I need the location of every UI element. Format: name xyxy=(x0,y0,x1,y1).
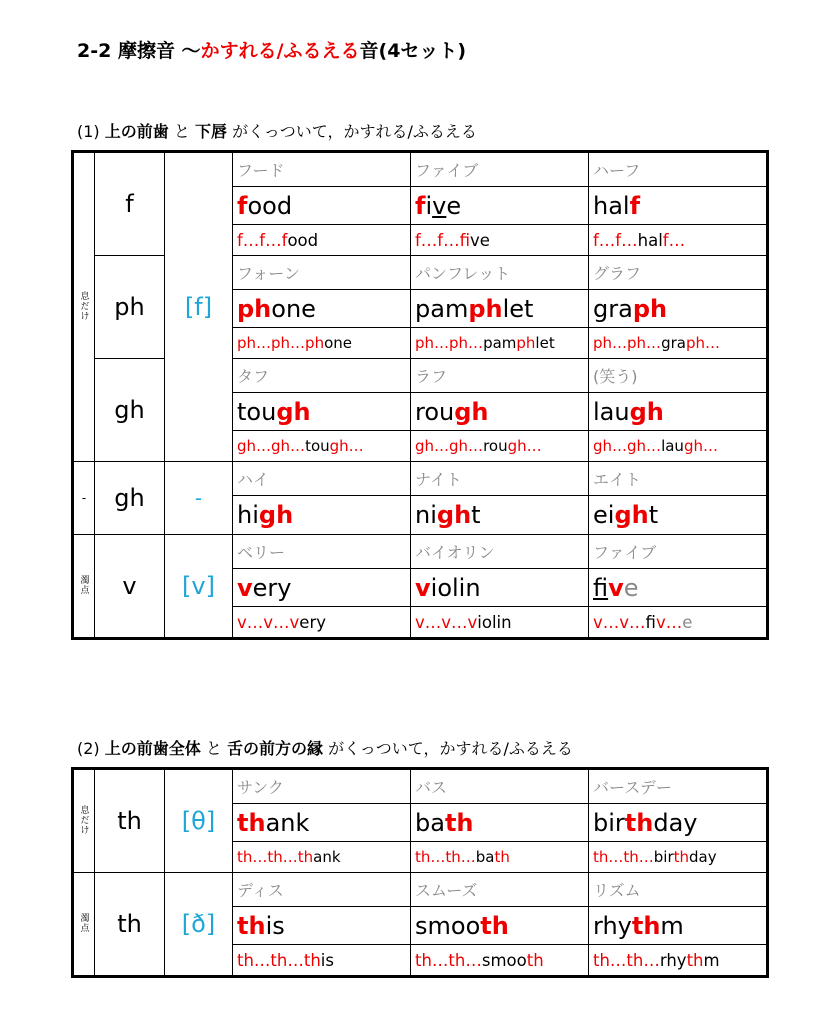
practice-cell xyxy=(589,842,768,873)
text-segment: is xyxy=(320,950,334,970)
text-segment: e xyxy=(623,573,639,602)
text-segment: bir xyxy=(593,808,625,837)
text-segment: ery xyxy=(252,573,292,602)
text-segment: ba xyxy=(415,808,445,837)
word-cell xyxy=(589,569,768,607)
text-segment: e xyxy=(682,612,693,632)
text-segment: ph…ph…ph xyxy=(237,334,325,352)
practice-cell xyxy=(233,328,411,359)
text-segment: f…f… xyxy=(593,230,638,250)
text-segment: ood xyxy=(287,230,319,250)
fricative-table-1 xyxy=(71,150,769,640)
text-segment: th…th…th xyxy=(237,848,314,866)
category-breath-only: 息だけ xyxy=(73,152,95,462)
kana-cell: リズム xyxy=(589,873,768,907)
text-segment: v…v… xyxy=(593,612,646,632)
word-cell xyxy=(411,804,589,842)
text-segment: day xyxy=(689,848,717,866)
practice-cell xyxy=(589,607,768,639)
text-segment: v xyxy=(237,573,253,602)
category-voiced: 濁点 xyxy=(73,535,95,639)
kana-cell: ハイ xyxy=(233,462,411,496)
category-voiced: 濁点 xyxy=(73,873,95,977)
text-segment: th xyxy=(673,848,690,866)
kana-cell: エイト xyxy=(589,462,768,496)
ipa-eth: [ð] xyxy=(165,873,233,977)
text-segment: ph…ph… xyxy=(593,334,662,352)
word-cell xyxy=(411,907,589,945)
text-segment: gh… xyxy=(683,437,718,455)
spelling-gh: gh xyxy=(95,359,165,462)
text-segment: ood xyxy=(247,191,293,220)
text-segment: ph xyxy=(516,334,536,352)
practice-cell: f…f…half… xyxy=(589,225,768,256)
ipa-dash: - xyxy=(165,462,233,535)
word-cell xyxy=(411,290,589,328)
ipa-v: [v] xyxy=(165,535,233,639)
text-segment: ba xyxy=(475,848,495,866)
text-segment: th…th… xyxy=(593,848,654,866)
text-segment: v xyxy=(415,573,431,602)
text-segment: gh xyxy=(454,397,489,426)
text-segment: one xyxy=(271,294,316,323)
text-segment: tou xyxy=(237,397,277,426)
word-cell xyxy=(589,393,768,431)
practice-cell xyxy=(233,842,411,873)
text-segment: bir xyxy=(653,848,674,866)
practice-cell xyxy=(411,842,589,873)
text-segment: e xyxy=(446,191,462,220)
practice-cell xyxy=(233,225,411,256)
text-segment: ni xyxy=(415,501,437,529)
kana-cell: ファイブ xyxy=(589,535,768,569)
text-segment: th xyxy=(624,808,654,837)
text-segment: iolin xyxy=(477,612,512,632)
text-segment: t xyxy=(471,501,481,529)
text-segment: tou xyxy=(305,437,330,455)
text-segment: gh… xyxy=(329,437,364,455)
text-segment: th xyxy=(686,950,704,970)
text-segment: is xyxy=(265,911,285,940)
page-title: 2-2 摩擦音 ～かすれる/ふるえる音(4セット) xyxy=(77,40,467,62)
text-segment: ph…ph… xyxy=(415,334,484,352)
text-segment: hi xyxy=(237,501,259,529)
kana-cell: ディス xyxy=(233,873,411,907)
text-segment: ive xyxy=(470,230,490,250)
word-cell xyxy=(233,907,411,945)
text-segment: th…th…th xyxy=(237,950,321,970)
text-segment: iolin xyxy=(430,573,481,602)
kana-cell: ラフ xyxy=(411,359,589,393)
text-segment: gh…gh… xyxy=(237,437,306,455)
ipa-theta: [θ] xyxy=(165,769,233,873)
text-segment: ery xyxy=(299,612,326,632)
text-segment: smoo xyxy=(481,950,527,970)
practice-cell xyxy=(411,945,589,977)
text-segment: gh…gh… xyxy=(593,437,662,455)
text-segment: th xyxy=(494,848,510,866)
kana-cell: フード xyxy=(233,152,411,187)
kana-cell: バースデー xyxy=(589,769,768,804)
practice-cell xyxy=(589,328,768,359)
text-segment: ank xyxy=(313,848,341,866)
text-segment: rou xyxy=(483,437,508,455)
text-segment: lau xyxy=(661,437,684,455)
text-segment: th xyxy=(631,911,661,940)
word-cell xyxy=(589,907,768,945)
kana-cell: バス xyxy=(411,769,589,804)
text-segment: gra xyxy=(593,294,633,323)
text-segment: th xyxy=(237,911,266,940)
text-segment: one xyxy=(324,334,353,352)
text-segment: th xyxy=(480,911,509,940)
practice-cell xyxy=(233,431,411,462)
category-breath-only: 息だけ xyxy=(73,769,95,873)
word-cell xyxy=(411,187,589,225)
text-segment: ank xyxy=(265,808,310,837)
practice-cell xyxy=(411,225,589,256)
practice-cell xyxy=(233,945,411,977)
practice-cell xyxy=(411,607,589,639)
text-segment: f xyxy=(237,191,248,220)
kana-cell: フォーン xyxy=(233,256,411,290)
kana-cell: ベリー xyxy=(233,535,411,569)
fricative-table-2 xyxy=(71,767,769,978)
text-segment: ei xyxy=(593,501,615,529)
text-segment: rou xyxy=(415,397,455,426)
word-cell xyxy=(233,804,411,842)
text-segment: f xyxy=(593,573,609,602)
practice-cell xyxy=(411,328,589,359)
section-1-heading: (1) 上の前歯 と 下唇 がくっついて，かすれる/ふるえる xyxy=(77,122,477,141)
text-segment: v… xyxy=(655,612,683,632)
text-segment: i xyxy=(425,191,433,220)
text-segment: gh… xyxy=(507,437,542,455)
text-segment: v…v…v xyxy=(415,612,478,632)
text-segment: ph xyxy=(237,294,272,323)
practice-cell xyxy=(589,945,768,977)
text-segment: m xyxy=(660,911,684,940)
text-segment: th…th… xyxy=(593,950,660,970)
spelling-f: f xyxy=(95,152,165,256)
text-segment: rhy xyxy=(659,950,687,970)
kana-cell: ナイト xyxy=(411,462,589,496)
category-dash: - xyxy=(73,462,95,535)
kana-cell: (笑う) xyxy=(589,359,768,393)
word-cell xyxy=(411,496,589,535)
word-cell xyxy=(411,569,589,607)
text-segment: v…v…v xyxy=(237,612,300,632)
text-segment: v xyxy=(608,573,624,602)
text-segment: gh xyxy=(614,501,649,529)
kana-cell: サンク xyxy=(233,769,411,804)
text-segment: f xyxy=(629,191,641,220)
text-segment: gh xyxy=(629,397,664,426)
kana-cell: ハーフ xyxy=(589,152,768,187)
text-segment: f…f…f xyxy=(237,230,288,250)
text-segment: pam xyxy=(415,294,469,323)
text-segment: gh xyxy=(258,501,294,529)
word-cell xyxy=(233,290,411,328)
text-segment: pam xyxy=(483,334,517,352)
word-cell xyxy=(411,393,589,431)
spelling-th-voiced: th xyxy=(95,873,165,977)
practice-cell xyxy=(411,431,589,462)
text-segment: hal xyxy=(593,191,630,220)
text-segment: ph xyxy=(468,294,503,323)
text-segment: gh xyxy=(276,397,311,426)
text-segment: v xyxy=(432,191,447,220)
text-segment: ph… xyxy=(685,334,720,352)
word-cell xyxy=(233,393,411,431)
word-cell xyxy=(233,569,411,607)
spelling-gh-silent: gh xyxy=(95,462,165,535)
text-segment: th xyxy=(444,808,474,837)
text-segment: t xyxy=(648,501,659,529)
text-segment: gra xyxy=(661,334,686,352)
text-segment: day xyxy=(653,808,698,837)
text-segment: th…th… xyxy=(415,848,476,866)
text-segment: f xyxy=(415,191,426,220)
kana-cell: ファイブ xyxy=(411,152,589,187)
ipa-f: [f] xyxy=(165,152,233,462)
word-cell xyxy=(589,187,768,225)
word-cell xyxy=(233,496,411,535)
kana-cell: スムーズ xyxy=(411,873,589,907)
spelling-th-voiceless: th xyxy=(95,769,165,873)
text-segment: ph xyxy=(632,294,668,323)
spelling-ph: ph xyxy=(95,256,165,359)
word-cell xyxy=(233,187,411,225)
section-2-heading: (2) 上の前歯全体 と 舌の前方の縁 がくっついて，かすれる/ふるえる xyxy=(77,739,573,758)
text-segment: th xyxy=(526,950,544,970)
kana-cell: パンフレット xyxy=(411,256,589,290)
text-segment: gh xyxy=(436,501,472,529)
text-segment: lau xyxy=(593,397,630,426)
text-segment: let xyxy=(535,334,555,352)
text-segment: th…th… xyxy=(415,950,482,970)
text-segment: smoo xyxy=(415,911,481,940)
spelling-v: v xyxy=(95,535,165,639)
text-segment: rhy xyxy=(593,911,632,940)
practice-cell xyxy=(589,431,768,462)
kana-cell: バイオリン xyxy=(411,535,589,569)
word-cell xyxy=(589,290,768,328)
text-segment: fi xyxy=(645,612,656,632)
kana-cell: グラフ xyxy=(589,256,768,290)
text-segment: m xyxy=(703,950,720,970)
practice-cell xyxy=(233,607,411,639)
text-segment: th xyxy=(237,808,266,837)
word-cell xyxy=(589,804,768,842)
word-cell xyxy=(589,496,768,535)
text-segment: gh…gh… xyxy=(415,437,484,455)
text-segment: f…f…f xyxy=(415,230,471,250)
kana-cell: タフ xyxy=(233,359,411,393)
text-segment: let xyxy=(502,294,534,323)
